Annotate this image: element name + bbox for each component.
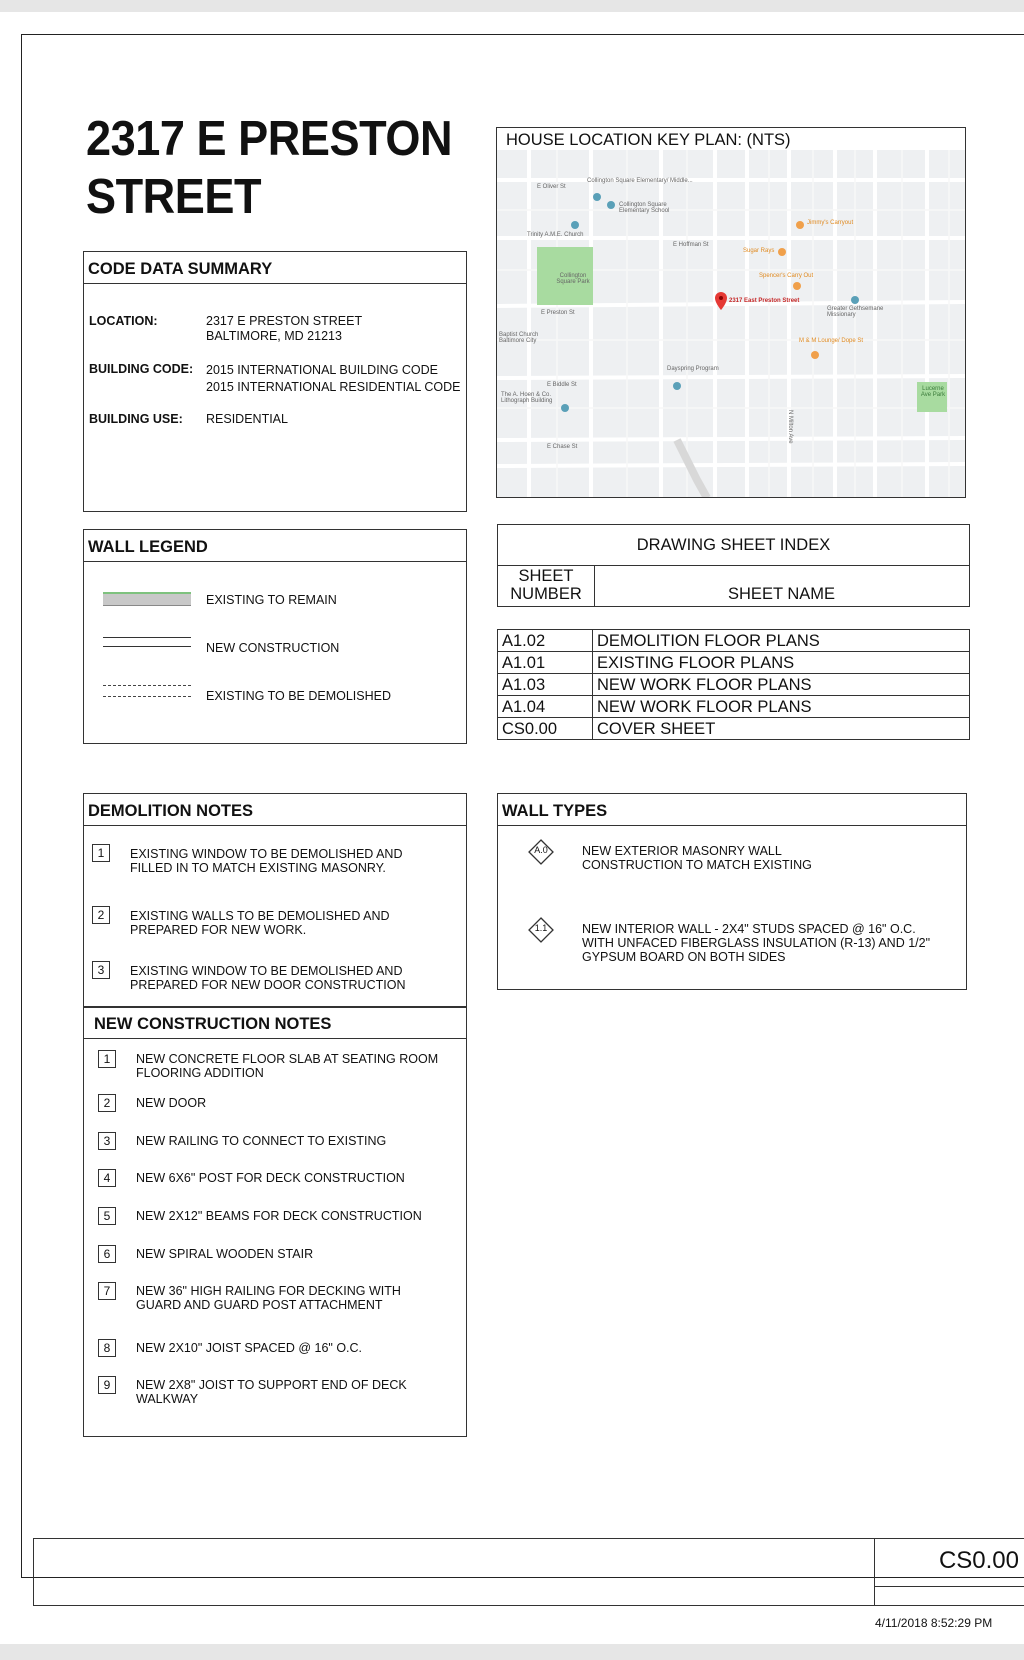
sheet-index-table bbox=[497, 629, 970, 740]
street-label: E Oliver St bbox=[537, 184, 566, 190]
legend-existing-label: EXISTING TO REMAIN bbox=[206, 593, 337, 607]
map-label: Sugar Rays bbox=[743, 248, 775, 254]
map-label: Trinity A.M.E. Church bbox=[527, 232, 584, 238]
sheet-number: A1.04 bbox=[498, 696, 593, 718]
construction-note-6: NEW SPIRAL WOODEN STAIR bbox=[136, 1247, 314, 1261]
construction-note-2: NEW DOOR bbox=[136, 1096, 207, 1110]
sheet-index-header bbox=[497, 524, 970, 607]
map-label: Spencer's Carry Out bbox=[759, 273, 814, 279]
sheet-number: A1.01 bbox=[498, 652, 593, 674]
note-number: 3 bbox=[92, 961, 110, 979]
construction-note-4: NEW 6X6" POST FOR DECK CONSTRUCTION bbox=[136, 1171, 405, 1185]
demolition-notes-heading: DEMOLITION NOTES bbox=[84, 794, 466, 826]
building-use-value: RESIDENTIAL bbox=[206, 412, 288, 426]
table-row bbox=[498, 674, 970, 696]
note-line: EXISTING WINDOW TO BE DEMOLISHED AND bbox=[130, 847, 403, 861]
construction-note-1 bbox=[136, 1052, 438, 1080]
wall-legend-heading: WALL LEGEND bbox=[84, 530, 466, 562]
table-row bbox=[498, 696, 970, 718]
note-number: 2 bbox=[98, 1094, 116, 1112]
wall-tag-11-icon bbox=[528, 917, 554, 943]
note-number: 4 bbox=[98, 1169, 116, 1187]
sheet-number: CS0.00 bbox=[498, 718, 593, 740]
map-label: Jimmy's Carryout bbox=[807, 220, 854, 226]
wall-tag-a0-icon bbox=[528, 839, 554, 865]
note-number: 2 bbox=[92, 906, 110, 924]
note-line: EXISTING WALLS TO BE DEMOLISHED AND bbox=[130, 909, 390, 923]
note-number: 1 bbox=[92, 844, 110, 862]
note-line: EXISTING WINDOW TO BE DEMOLISHED AND bbox=[130, 964, 403, 978]
sheet-name: COVER SHEET bbox=[593, 718, 970, 740]
note-line: NEW 2X8" JOIST TO SUPPORT END OF DECK bbox=[136, 1378, 407, 1392]
street-label: E Biddle St bbox=[547, 382, 577, 388]
construction-note-5: NEW 2X12" BEAMS FOR DECK CONSTRUCTION bbox=[136, 1209, 422, 1223]
legend-demolish-line bbox=[103, 685, 191, 697]
demolition-note-2 bbox=[130, 909, 390, 937]
map-label: Collington Square Elementary/ Middle... bbox=[587, 178, 693, 184]
demolition-note-1 bbox=[130, 847, 403, 875]
code-data-summary bbox=[83, 251, 467, 512]
wall-type-line: NEW EXTERIOR MASONRY WALL bbox=[582, 844, 782, 858]
note-line: NEW CONCRETE FLOOR SLAB AT SEATING ROOM bbox=[136, 1052, 439, 1066]
sheet-name-col: SHEET NAME bbox=[728, 585, 835, 603]
street-label: N Milton Ave bbox=[787, 410, 793, 444]
sheet-number: A1.03 bbox=[498, 674, 593, 696]
note-number: 3 bbox=[98, 1132, 116, 1150]
wall-tag-label: 1.1 bbox=[534, 923, 548, 933]
street-label: E Chase St bbox=[547, 444, 578, 450]
location-label: LOCATION: bbox=[89, 314, 158, 328]
note-line: WALKWAY bbox=[136, 1392, 199, 1406]
legend-existing-swatch bbox=[103, 592, 191, 606]
map-label: Baptist Church Baltimore City bbox=[499, 332, 539, 344]
building-code-line-1: 2015 INTERNATIONAL BUILDING CODE bbox=[206, 363, 439, 377]
construction-note-3: NEW RAILING TO CONNECT TO EXISTING bbox=[136, 1134, 387, 1148]
note-number: 5 bbox=[98, 1207, 116, 1225]
title-line-1: 2317 E PRESTON bbox=[86, 112, 453, 166]
note-number: 1 bbox=[98, 1050, 116, 1068]
note-line: GUARD AND GUARD POST ATTACHMENT bbox=[136, 1298, 383, 1312]
sheet-number-col-1: SHEET bbox=[518, 567, 574, 585]
note-line: PREPARED FOR NEW WORK. bbox=[130, 923, 307, 937]
map-label: The A. Hoen & Co. Lithograph Building bbox=[501, 392, 553, 404]
building-use-label: BUILDING USE: bbox=[89, 412, 183, 426]
title-block bbox=[33, 1538, 1024, 1606]
sheet-name: DEMOLITION FLOOR PLANS bbox=[593, 630, 970, 652]
map-label: Dayspring Program bbox=[667, 366, 719, 372]
sheet-name: NEW WORK FLOOR PLANS bbox=[593, 674, 970, 696]
drawing-sheet bbox=[0, 12, 1024, 1644]
wall-type-line: NEW INTERIOR WALL - 2X4" STUDS SPACED @ 16" O.C. bbox=[582, 922, 916, 936]
map-label: Lucerne Ave Park bbox=[920, 386, 946, 398]
location-line-2: BALTIMORE, MD 21213 bbox=[206, 329, 342, 343]
table-row bbox=[498, 630, 970, 652]
note-line: NEW 36" HIGH RAILING FOR DECKING WITH bbox=[136, 1284, 401, 1298]
demolition-note-3 bbox=[130, 964, 405, 992]
sheet-number-col-2: NUMBER bbox=[510, 585, 582, 603]
note-number: 9 bbox=[98, 1376, 116, 1394]
note-number: 6 bbox=[98, 1245, 116, 1263]
title-line-2: STREET bbox=[86, 170, 262, 224]
street-label: E Hoffman St bbox=[673, 242, 709, 248]
code-data-heading: CODE DATA SUMMARY bbox=[84, 252, 466, 284]
construction-note-7 bbox=[136, 1284, 401, 1312]
wall-type-line: WITH UNFACED FIBERGLASS INSULATION (R-13) AND 1/2" bbox=[582, 936, 931, 950]
note-line: PREPARED FOR NEW DOOR CONSTRUCTION bbox=[130, 978, 406, 992]
wall-type-line: CONSTRUCTION TO MATCH EXISTING bbox=[582, 858, 812, 872]
legend-new-label: NEW CONSTRUCTION bbox=[206, 641, 340, 655]
location-line-1: 2317 E PRESTON STREET bbox=[206, 314, 363, 328]
project-title bbox=[86, 110, 452, 226]
wall-type-1 bbox=[582, 844, 812, 872]
legend-demolish-label: EXISTING TO BE DEMOLISHED bbox=[206, 689, 391, 703]
note-line: FILLED IN TO MATCH EXISTING MASONRY. bbox=[130, 861, 386, 875]
map-label: Collington Square Park bbox=[556, 273, 590, 285]
construction-notes bbox=[83, 1006, 467, 1437]
wall-legend bbox=[83, 529, 467, 744]
sheet-number: A1.02 bbox=[498, 630, 593, 652]
note-number: 7 bbox=[98, 1282, 116, 1300]
note-line: FLOORING ADDITION bbox=[136, 1066, 264, 1080]
print-timestamp: 4/11/2018 8:52:29 PM bbox=[875, 1616, 993, 1630]
construction-notes-heading: NEW CONSTRUCTION NOTES bbox=[84, 1007, 466, 1039]
sheet-name: NEW WORK FLOOR PLANS bbox=[593, 696, 970, 718]
key-plan-map bbox=[496, 150, 966, 498]
demolition-notes bbox=[83, 793, 467, 1008]
wall-types bbox=[497, 793, 967, 990]
construction-note-8: NEW 2X10" JOIST SPACED @ 16" O.C. bbox=[136, 1341, 363, 1355]
map-label: M & M Lounge/ Dope St bbox=[799, 338, 864, 344]
map-label: Greater Gethsemane Missionary bbox=[827, 306, 884, 318]
sheet-index-heading: DRAWING SHEET INDEX bbox=[498, 525, 969, 566]
map-pin-label: 2317 East Preston Street bbox=[729, 298, 800, 304]
wall-type-2 bbox=[582, 922, 930, 964]
table-row bbox=[498, 718, 970, 740]
table-row bbox=[498, 652, 970, 674]
sheet-name: EXISTING FLOOR PLANS bbox=[593, 652, 970, 674]
street-label: E Preston St bbox=[541, 310, 575, 316]
sheet-number-stamp: CS0.00 bbox=[938, 1547, 1019, 1574]
key-plan-heading: HOUSE LOCATION KEY PLAN: (NTS) bbox=[496, 127, 966, 151]
building-code-label: BUILDING CODE: bbox=[89, 362, 194, 376]
construction-note-9 bbox=[136, 1378, 407, 1406]
legend-new-line bbox=[103, 637, 191, 647]
note-number: 8 bbox=[98, 1339, 116, 1357]
map-label: Collington Square Elementary School bbox=[619, 202, 670, 214]
wall-tag-label: A.0 bbox=[534, 845, 548, 855]
building-code-line-2: 2015 INTERNATIONAL RESIDENTIAL CODE bbox=[206, 380, 461, 394]
wall-types-heading: WALL TYPES bbox=[498, 794, 966, 826]
wall-type-line: GYPSUM BOARD ON BOTH SIDES bbox=[582, 950, 786, 964]
